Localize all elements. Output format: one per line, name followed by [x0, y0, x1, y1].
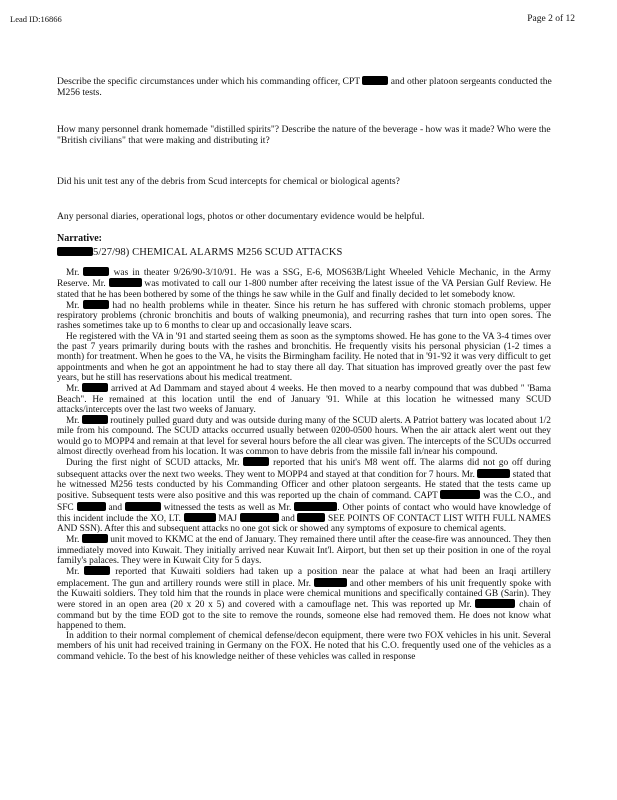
narrative-paragraph: During the first night of SCUD attacks, Mr. reported that his unit's M8 went off. The alarms did not go off during subsequent attacks over the next two weeks. They went to MOPP4 and stayed at that condition for 7 hours. Mr. stated that he witnessed M256 tests conducted by his Commanding Officer and other platoon sergeants. He stated that the tests came up positive. Subsequent tests were also positive and this was reported up the chain of command. CAPT was the C.O., and SFC and witnessed the tests as well as Mr. . Other points of contact who would have knowledge of this incident include the XO, LT. MAJ and SEE POINTS OF CONTACT LIST WITH FULL NAMES AND SSN). After this and subsequent attacks no one got sick or showed any symptoms of exposure to chemical agents. — [57, 458, 551, 535]
narrative-body — [57, 267, 551, 662]
redaction — [125, 502, 161, 511]
narrative-paragraph: Mr. arrived at Ad Dammam and stayed about 4 weeks. He then moved to a nearby compound that was dubbed " 'Bama Beach". He remained at this location until the end of January '91. While at this location he witnessed many SCUD attacks/intercepts over the last two weeks of January. — [57, 384, 551, 415]
narrative-paragraph: Mr. unit moved to KKMC at the end of January. They remained there until after the cease-fire was announced. They then immediately moved into Kuwait. They initially arrived near Kuwait Int'l. Airport, but then set up their position in one of the royal family's palaces. They were in Kuwait City for 5 days. — [57, 535, 551, 567]
narrative-paragraph: Mr. reported that Kuwaiti soldiers had taken up a position near the palace at what had been an Iraqi artillery emplacement. The gun and artillery rounds were still in place. Mr. and other members of his unit frequently spoke with the Kuwaiti soldiers. They told him that the rounds in place were chemical munitions and specifically contained GB (Sarin). They were stored in an open area (20 x 20 x 5) and covered with a camouflage net. This was reported up Mr. chain of command but by the time EOD got to the site to remove the rounds, someone else had removed them. He does not know what happened to them. — [57, 567, 552, 631]
redaction — [440, 490, 480, 499]
question-2: How many personnel drank homemade "distilled spirits"? Describe the nature of the beverage - how was it made? Who were the "British civilians" that were making and distributing it? — [57, 124, 551, 146]
narrative-paragraph: Mr. had no health problems while in theater. Since his return he has suffered with chronic stomach problems, upper respiratory problems (chronic bronchitis and bouts of walking pneumonia), and recurring rashes that turn into open sores. The rashes sometimes take up to 6 months to clear up and occasionally leave scars. — [57, 300, 551, 332]
redaction — [314, 578, 347, 587]
redaction — [475, 599, 515, 608]
redaction — [243, 457, 269, 466]
narrative-paragraph: In addition to their normal complement of chemical defense/decon equipment, there were two FOX vehicles in his unit. Several members of his unit had received training in Germany on the FOX. He noted that his C.O. frequently used one of the vehicles as a command vehicle. To the best of his knowledge neither of these vehicles was called in response — [57, 631, 551, 662]
redaction — [184, 513, 216, 522]
redaction — [84, 566, 110, 575]
narrative-paragraph: He registered with the VA in '91 and started seeing them as soon as the symptoms showed. He has gone to the VA 3-4 times over the past 7 years primarily during bouts with the rashes and bronchitis. He frequently visits his personal physician (1-2 times a month) for treatment. When he goes to the VA, he visits the Birmingham facility. He noted that in '91-'92 it was very difficult to get appointments and when he got an appointment he had to stay there all day. That situation has improved greatly over the past few years, but he still has reservations about his medical treatment. — [57, 331, 551, 383]
question-3: Did his unit test any of the debris from Scud intercepts for chemical or biological agents? — [57, 176, 400, 187]
redaction — [82, 415, 108, 424]
redaction — [83, 267, 109, 276]
redaction — [294, 502, 337, 511]
redaction — [362, 76, 388, 85]
narrative-paragraph: Mr. routinely pulled guard duty and was outside during many of the SCUD alerts. A Patriot battery was located about 1/2 mile from his compound. The SCUD attacks occurred usually between 0200-0500 hours. When the air attack alert went out they would go to MOPP4 and remain at that level for several hours before the all clear was given. The intercepts of the SCUDs occurred almost directly overhead from his location. It was common to have debris from the missile fall in/near his compound. — [57, 416, 551, 458]
redaction — [240, 513, 279, 522]
redaction — [83, 300, 109, 309]
narrative-paragraph: Mr. was in theater 9/26/90-3/10/91. He was a SSG, E-6, MOS63B/Light Wheeled Vehicle Mechanic, in the Army Reserve. Mr. was motivated to call our 1-800 number after receiving the latest issue of the VA Persian Gulf Review. He stated that he has been bothered by some of the things he saw while in the Gulf and finally decided to let somebody know. — [57, 268, 551, 300]
redaction — [77, 502, 106, 511]
redaction — [297, 513, 325, 522]
narrative-heading: Narrative: — [57, 233, 102, 244]
narrative-subheading — [57, 247, 342, 258]
question-1: Describe the specific circumstances under which his commanding officer, CPT and other platoon sergeants conducted the M256 tests. — [57, 76, 552, 98]
subheading-text: 5/27/98) CHEMICAL ALARMS M256 SCUD ATTACKS — [93, 247, 343, 258]
redaction — [109, 278, 142, 287]
redaction — [477, 469, 510, 478]
question-4: Any personal diaries, operational logs, photos or other documentary evidence would be helpful. — [57, 211, 425, 222]
redaction — [82, 534, 108, 543]
redaction — [82, 383, 108, 392]
redaction — [57, 247, 93, 256]
page-number: Page 2 of 12 — [527, 14, 575, 24]
lead-id: Lead ID:16866 — [10, 14, 62, 24]
